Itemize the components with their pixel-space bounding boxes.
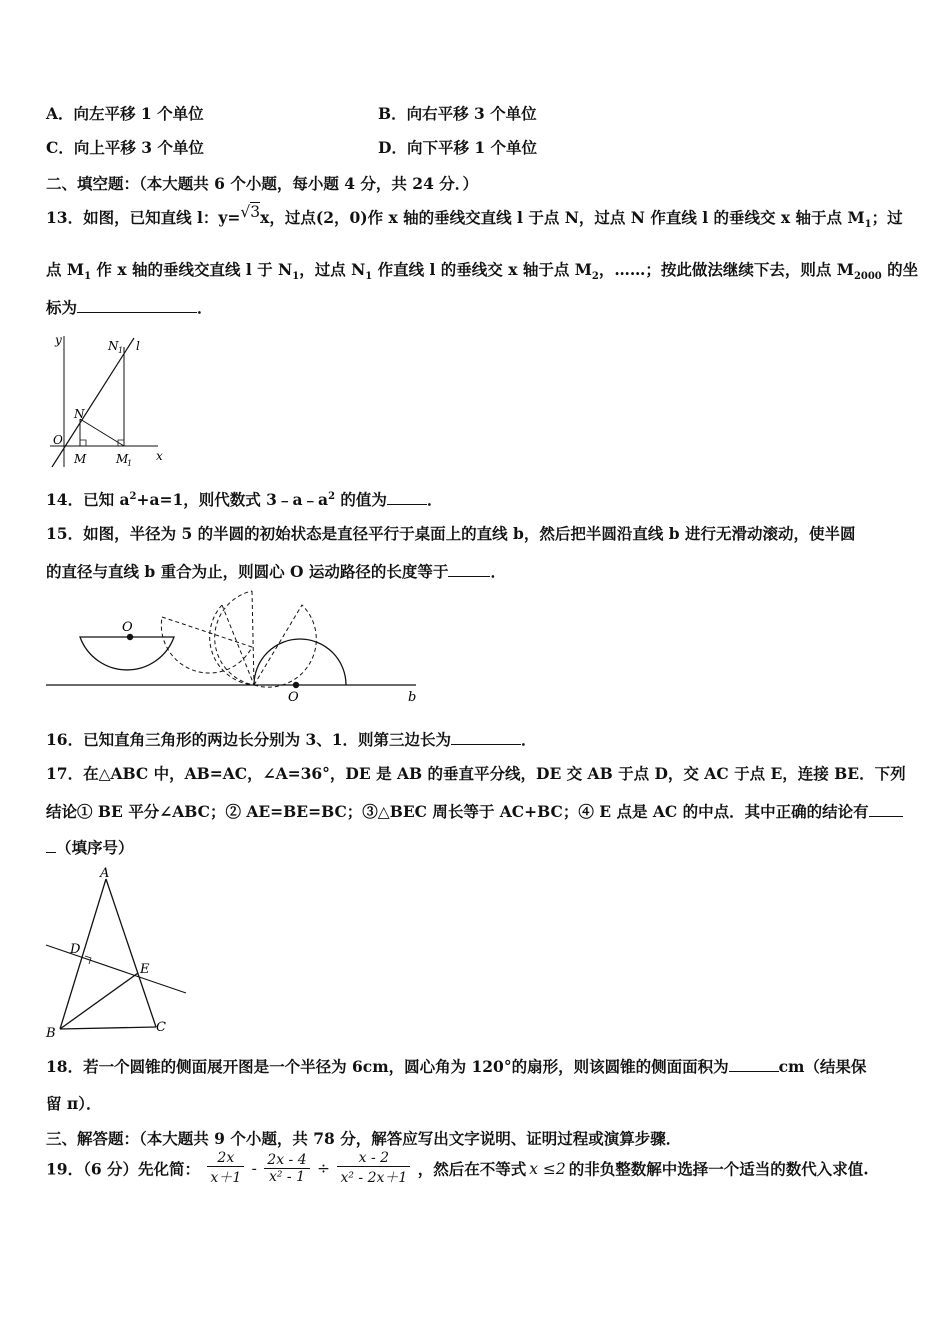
label-O-final: O	[288, 690, 299, 705]
label-l: l	[136, 339, 140, 353]
label-M1: M	[116, 452, 129, 466]
answer-blank-cont[interactable]	[46, 838, 56, 853]
inequality: x ≤2	[529, 1159, 566, 1178]
section-3-heading: 三、解答题：（本大题共 9 个小题，共 78 分，解答应写出文字说明、证明过程或演算步骤．	[46, 1129, 682, 1148]
label-x: x	[156, 449, 163, 463]
answer-blank[interactable]	[869, 802, 903, 817]
q13-sub-c: 1	[365, 271, 373, 283]
q13-line1	[46, 203, 903, 231]
q13-sub-a: 1	[84, 271, 92, 283]
answer-blank[interactable]	[729, 1057, 779, 1072]
label-y: y	[55, 333, 62, 347]
option-c: C．向上平移 3 个单位	[46, 138, 204, 157]
label-D: D	[70, 942, 81, 957]
q17-line3	[46, 836, 134, 858]
divide-sign: ÷	[317, 1159, 331, 1178]
section-2-heading: 二、填空题：（本大题共 6 个小题，每小题 4 分，共 24 分．）	[46, 174, 479, 193]
q14-text-a: 14．已知 a	[46, 490, 130, 509]
q15-figure	[44, 585, 424, 705]
q15-line1: 15．如图，半径为 5 的半圆的初始状态是直径平行于桌面上的直线 b，然后把半圆沿直线 b 进行无滑动滚动，使半圆	[46, 524, 856, 543]
label-O: O	[53, 433, 63, 447]
answer-blank[interactable]	[77, 298, 197, 313]
label-A: A	[100, 866, 110, 881]
q13-sqrt-value: 3	[250, 203, 261, 221]
label-M1-sub: 1	[127, 459, 133, 468]
q13-figure	[46, 332, 176, 472]
side-BC	[60, 1027, 156, 1029]
q14-text-b: +a=1，则代数式 3﹣a﹣a	[136, 490, 329, 509]
q15-text-a: 的直径与直线 b 重合为止，则圆心 O 运动路径的长度等于	[46, 562, 449, 581]
label-M: M	[74, 452, 87, 466]
fraction-1	[207, 1150, 244, 1187]
q14-sup-1: 2	[129, 490, 137, 502]
q13-text-2b: 作 x 轴的垂线交直线 l 于 N	[91, 260, 293, 279]
q19-text-b: ，然后在不等式	[417, 1159, 527, 1179]
q13-text-a: 13．如图，已知直线 l：y=	[46, 208, 241, 227]
q17-line1: 17．在△ABC 中，AB=AC，∠A=36°，DE 是 AB 的垂直平分线，DE 交 AB 于点 D，交 AC 于点 E，连接 BE．下列	[46, 764, 906, 783]
q17-text-line2: 结论① BE 平分∠ABC；② AE=BE=BC；③△BEC 周长等于 AC+BC；④ E 点是 AC 的中点．其中正确的结论有	[46, 802, 869, 821]
q16	[46, 728, 537, 750]
q18-line2: 留 π）．	[46, 1094, 102, 1113]
fraction-3	[337, 1150, 410, 1187]
fraction-1-numerator: 2x	[207, 1150, 244, 1167]
q13-sub-e: 2000	[853, 271, 882, 283]
side-AC	[106, 879, 156, 1027]
q13-sub-b: 1	[292, 271, 300, 283]
fraction-3-numerator: x - 2	[337, 1150, 410, 1167]
label-B: B	[46, 1026, 56, 1041]
sqrt-sign: √	[240, 203, 251, 221]
q13-text-3a: 标为	[46, 298, 78, 317]
q17-line2	[46, 800, 903, 822]
q13-line3	[46, 296, 213, 318]
right-angle-mark	[80, 440, 86, 446]
q13-text-2f: 的坐	[881, 260, 919, 279]
segment-BE	[60, 973, 138, 1029]
option-d: D．向下平移 1 个单位	[378, 138, 538, 157]
label-N: N	[74, 407, 85, 421]
q13-text-2a: 点 M	[46, 260, 85, 279]
center-O-final	[293, 682, 299, 688]
q16-text-a: 16．已知直角三角形的两边长分别为 3、1．则第三边长为	[46, 730, 452, 749]
q13-text-3b: ．	[197, 298, 213, 317]
q13-text-2c: ，过点 N	[299, 260, 366, 279]
label-N1-sub: 1	[118, 346, 124, 355]
semicircle-final	[254, 639, 346, 685]
fraction-2-numerator: 2x - 4	[264, 1152, 309, 1169]
right-angle-mark	[85, 956, 91, 964]
q19-text-c: 的非负整数解中选择一个适当的数代入求值.	[568, 1159, 869, 1179]
label-C: C	[156, 1020, 166, 1035]
q13-sub-d: 2	[591, 271, 599, 283]
q13-text-2d: 作直线 l 的垂线交 x 轴于点 M	[372, 260, 592, 279]
q18-line1	[46, 1055, 866, 1077]
answer-blank[interactable]	[387, 490, 427, 505]
q13-text-2e: ，……；按此做法继续下去，则点 M	[598, 260, 854, 279]
fraction-2	[264, 1152, 309, 1185]
label-N1: N	[108, 339, 119, 353]
fraction-2-denominator: x² - 1	[268, 1169, 305, 1185]
q15-line2	[46, 560, 506, 582]
label-O-initial: O	[122, 620, 133, 635]
q18-text-b: cm（结果保	[778, 1057, 867, 1076]
q14	[46, 488, 442, 510]
q13-line2	[46, 258, 918, 282]
q13-sub-m1: 1	[864, 219, 872, 231]
q15-text-b: ．	[490, 562, 506, 581]
q13-text-b: x，过点(2，0)作 x 轴的垂线交直线 l 于点 N，过点 N 作直线 l 的垂线交 x 轴于点 M	[260, 208, 865, 227]
q17-text-line3: （填序号）	[56, 838, 134, 857]
segment-NM1	[80, 419, 124, 446]
q14-text-d: ．	[426, 490, 443, 509]
line-DE	[46, 945, 186, 993]
q13-text-c: ；过	[871, 208, 903, 227]
answer-blank[interactable]	[448, 562, 490, 577]
label-b: b	[408, 690, 417, 705]
q19	[46, 1150, 869, 1187]
semicircle-initial	[80, 637, 174, 670]
q18-text-a: 18．若一个圆锥的侧面展开图是一个半径为 6cm，圆心角为 120°的扇形，则该圆锥的侧面面积为	[46, 1057, 729, 1076]
option-a: A．向左平移 1 个单位	[46, 104, 204, 123]
minus-sign: -	[251, 1159, 257, 1178]
semicircle-rolling-4	[254, 605, 316, 687]
q14-sup-2: 2	[328, 490, 336, 502]
q16-text-b: ．	[521, 730, 537, 749]
fraction-3-denominator: x² - 2x＋1	[340, 1170, 408, 1186]
answer-blank[interactable]	[451, 730, 521, 745]
q17-figure	[44, 865, 194, 1040]
option-b: B．向右平移 3 个单位	[378, 104, 537, 123]
label-E: E	[140, 962, 150, 977]
q14-text-c: 的值为	[335, 490, 387, 509]
side-AB	[60, 879, 106, 1029]
fraction-1-denominator: x＋1	[210, 1170, 242, 1186]
q19-text-a: 19．（6 分）先化简：	[46, 1159, 201, 1179]
